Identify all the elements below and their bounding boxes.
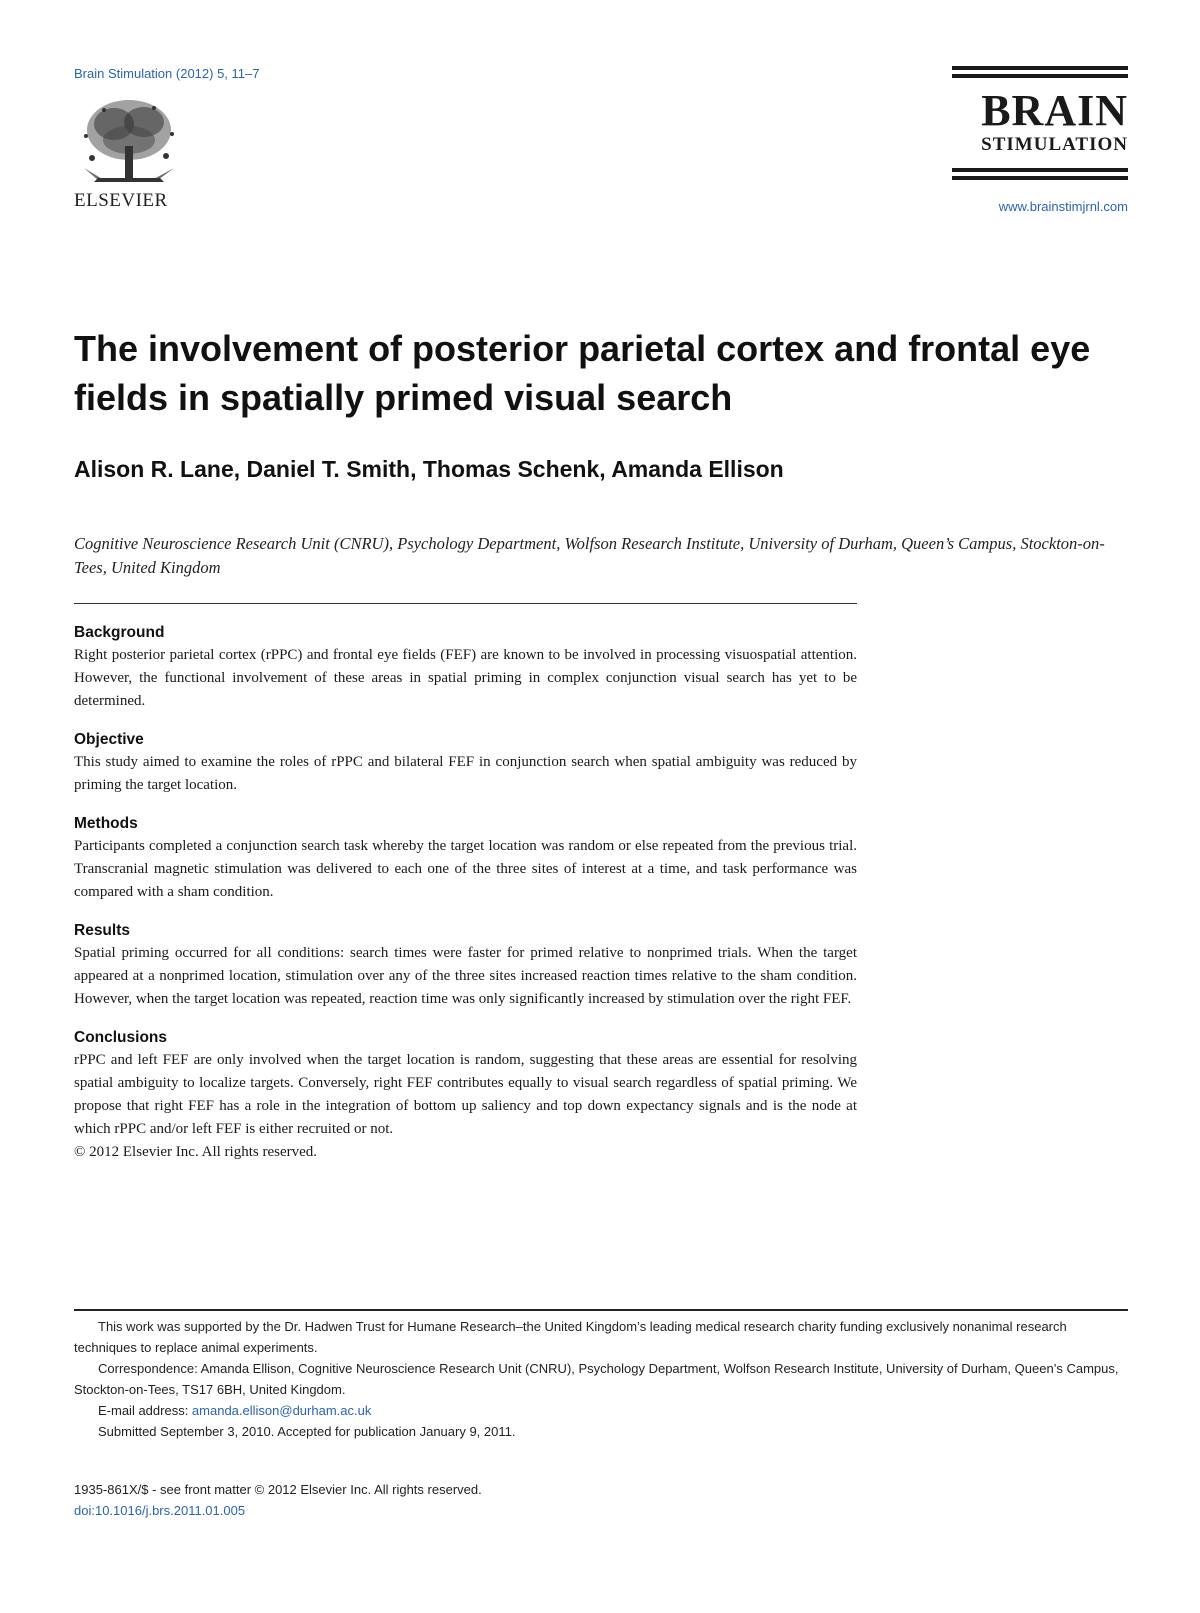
- section-text: This study aimed to examine the roles of rPPC and bilateral FEF in conjunction search when spatial ambiguity was reduced by priming the target location.: [74, 754, 857, 793]
- email-note: [74, 1400, 1128, 1421]
- section-heading: Background: [74, 624, 165, 641]
- abstract-section-background: [74, 622, 857, 713]
- article-title: The involvement of posterior parietal cortex and frontal eye fields in spatially primed visual search: [74, 328, 1091, 418]
- elsevier-tree-icon: [74, 96, 184, 188]
- submission-dates: Submitted September 3, 2010. Accepted for publication January 9, 2011.: [98, 1424, 516, 1439]
- issn-line: 1935-861X/$ - see front matter © 2012 Elsevier Inc. All rights reserved.: [74, 1482, 482, 1497]
- journal-logo-bar-top: [952, 66, 1128, 70]
- section-heading: Methods: [74, 815, 138, 832]
- section-text: Participants completed a conjunction search task whereby the target location was random or else repeated from the previous trial. Transcranial magnetic stimulation was delivered to each one of the three sites of interest at a time, and task performance was compared with a sham condition.: [74, 838, 857, 900]
- email-label: E-mail address:: [98, 1403, 192, 1418]
- bottom-meta: [74, 1479, 482, 1521]
- journal-url-link[interactable]: www.brainstimjrnl.com: [998, 199, 1128, 214]
- abstract-section-methods: [74, 813, 857, 904]
- elsevier-wordmark: ELSEVIER: [74, 190, 168, 211]
- journal-name-line1: BRAIN: [981, 86, 1128, 135]
- abstract-divider: [74, 603, 857, 604]
- funding-note: This work was supported by the Dr. Hadwen Trust for Humane Research–the United Kingdom’s leading medical research charity funding exclusively nonanimal research techniques to replace animal experiments.: [74, 1319, 1067, 1355]
- journal-logo-bar-bottom: [952, 168, 1128, 172]
- journal-citation[interactable]: Brain Stimulation (2012) 5, 11–7: [74, 66, 260, 81]
- section-text: Right posterior parietal cortex (rPPC) and frontal eye fields (FEF) are known to be involved in processing visuospatial attention. However, the functional involvement of these areas in spatial priming in complex conjunction visual search has yet to be determined.: [74, 647, 857, 709]
- correspondence-note: Correspondence: Amanda Ellison, Cognitive Neuroscience Research Unit (CNRU), Psychology Department, Wolfson Research Institute, University of Durham, Queen’s Campus, Stockton-on-Tees, TS17 6BH, United Kingdom.: [74, 1361, 1119, 1397]
- article-affiliation: Cognitive Neuroscience Research Unit (CNRU), Psychology Department, Wolfson Research Institute, University of Durham, Queen’s Campus, Stockton-on-Tees, United Kingdom: [74, 534, 1105, 577]
- footnotes: [74, 1316, 1128, 1442]
- journal-name-line2: STIMULATION: [981, 134, 1128, 155]
- journal-logo-bar-bottom-2: [952, 176, 1128, 180]
- abstract-section-results: [74, 920, 857, 1011]
- doi-link[interactable]: doi:10.1016/j.brs.2011.01.005: [74, 1503, 246, 1518]
- abstract: [74, 622, 857, 1164]
- section-heading: Objective: [74, 731, 144, 748]
- section-text: Spatial priming occurred for all conditions: search times were faster for primed relative to nonprimed trials. When the target appeared at a nonprimed location, stimulation over any of the three sites increased reaction times relative to the sham condition. However, when the target location was repeated, reaction time was only significantly increased by stimulation over the right FEF.: [74, 945, 857, 1007]
- elsevier-logo: [74, 96, 186, 212]
- journal-logo: [952, 66, 1128, 184]
- section-heading: Conclusions: [74, 1029, 168, 1046]
- abstract-copyright: © 2012 Elsevier Inc. All rights reserved.: [74, 1144, 318, 1160]
- abstract-section-conclusions: [74, 1027, 857, 1141]
- email-link[interactable]: amanda.ellison@durham.ac.uk: [191, 1403, 372, 1418]
- abstract-section-objective: [74, 729, 857, 797]
- footnote-divider: [74, 1309, 1128, 1311]
- journal-logo-bar-top-2: [952, 74, 1128, 78]
- article-authors: Alison R. Lane, Daniel T. Smith, Thomas Schenk, Amanda Ellison: [74, 456, 784, 482]
- section-heading: Results: [74, 922, 130, 939]
- section-text: rPPC and left FEF are only involved when the target location is random, suggesting that these areas are essential for resolving spatial ambiguity to localize targets. Conversely, right FEF contributes equally to visual search regardless of spatial priming. We propose that right FEF has a role in the integration of bottom up saliency and top down expectancy signals and is the node at which rPPC and/or left FEF is either recruited or not.: [74, 1052, 857, 1137]
